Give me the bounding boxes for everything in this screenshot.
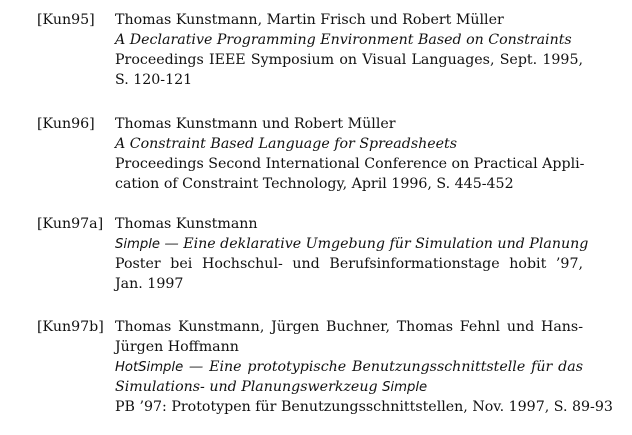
entry-authors-line-1: Thomas Kunstmann, Jürgen Buchner, Thomas Fehnl und Hans- <box>115 319 583 335</box>
entry-venue-line-2: cation of Constraint Technology, April 1996, S. 445-452 <box>115 176 514 192</box>
entry-venue-line-1: Poster bei Hochschul- und Berufsinformationstage hobit ’97, <box>115 256 583 272</box>
citation-key: [Kun97b] <box>37 319 104 335</box>
entry-title-line-2 <box>115 377 583 397</box>
entry-body <box>115 114 583 194</box>
system-name: HotSimple <box>115 360 184 375</box>
entry-authors-line-2: Jürgen Hoffmann <box>115 339 239 355</box>
entry-body <box>115 214 589 294</box>
entry-title: A Declarative Programming Environment Based on Constraints <box>115 32 572 48</box>
entry-venue-line-1: Proceedings Second International Conference on Practical Appli- <box>115 156 585 172</box>
entry-title-rest: — Eine deklarative Umgebung für Simulation und Planung <box>160 236 589 252</box>
system-name: Simple <box>115 237 161 252</box>
entry-venue-line-1: PB ’97: Prototypen für Benutzungsschnittstellen, Nov. 1997, S. 89-93 <box>115 399 613 415</box>
citation-key: [Kun96] <box>37 116 95 132</box>
entry-venue-line-2: Jan. 1997 <box>115 276 184 292</box>
entry-authors: Thomas Kunstmann <box>115 216 258 232</box>
entry-title-line-1 <box>115 357 583 377</box>
entry-venue-line-1: Proceedings IEEE Symposium on Visual Languages, Sept. 1995, <box>115 52 583 68</box>
entry-authors: Thomas Kunstmann, Martin Frisch und Robert Müller <box>115 12 504 28</box>
entry-authors: Thomas Kunstmann und Robert Müller <box>115 116 396 132</box>
entry-title-rest-2: Simulations- und Planungswerkzeug <box>115 379 383 395</box>
citation-key: [Kun95] <box>37 12 95 28</box>
entry-venue-line-2: S. 120-121 <box>115 72 193 88</box>
entry-title-rest-1: — Eine prototypische Benutzungsschnittstelle für das <box>183 359 583 375</box>
entry-body <box>115 10 583 90</box>
citation-key: [Kun97a] <box>37 216 104 232</box>
entry-title <box>115 234 589 254</box>
entry-body <box>115 317 613 417</box>
entry-title: A Constraint Based Language for Spreadsheets <box>115 136 458 152</box>
system-name: Simple <box>382 380 428 395</box>
